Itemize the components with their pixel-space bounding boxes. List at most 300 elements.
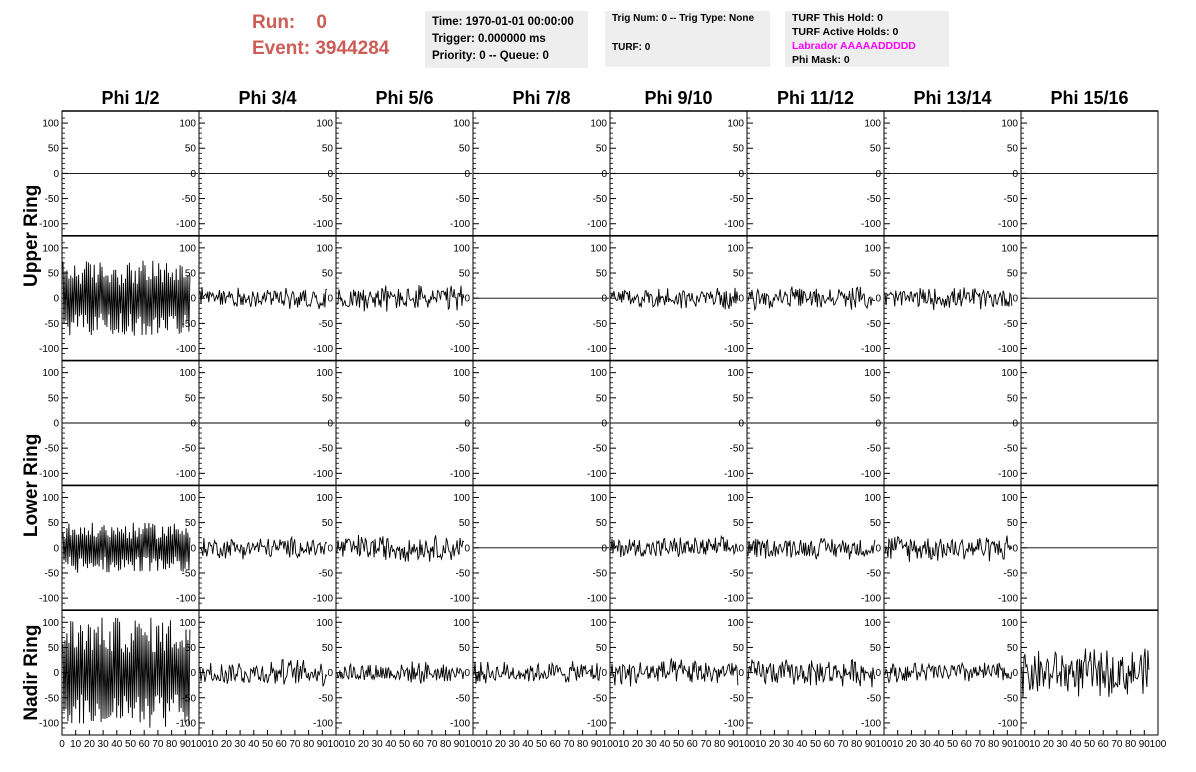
- y-tick-label: 100: [453, 368, 470, 380]
- y-tick-label: -100: [860, 344, 881, 356]
- x-tick-label: 50: [535, 739, 548, 750]
- y-tick-label: -50: [318, 318, 333, 330]
- x-tick-label: 70: [837, 739, 849, 750]
- waveform-trace: [337, 285, 464, 312]
- y-tick-label: -50: [181, 693, 196, 705]
- y-tick-label: -100: [723, 593, 744, 605]
- y-tick-label: 100: [590, 118, 607, 130]
- y-tick-label: 50: [595, 393, 607, 405]
- y-tick-label: 0: [53, 668, 59, 680]
- x-tick-label: 100: [1012, 739, 1030, 750]
- y-tick-label: 0: [327, 668, 333, 680]
- y-tick-label: 0: [464, 168, 470, 180]
- y-tick-label: 100: [1001, 617, 1018, 629]
- x-tick-label: 60: [686, 739, 698, 750]
- y-tick-label: 100: [590, 368, 607, 380]
- waveform-panel: [884, 236, 1021, 361]
- y-tick-label: 100: [316, 243, 333, 255]
- y-tick-label: -50: [455, 693, 470, 705]
- waveform-trace: [885, 536, 1012, 562]
- y-tick-label: 100: [453, 492, 470, 504]
- y-tick-label: 100: [179, 118, 196, 130]
- y-tick-label: -100: [38, 593, 59, 605]
- y-tick-label: -100: [860, 593, 881, 605]
- y-tick-label: -50: [866, 693, 881, 705]
- y-tick-label: 50: [1006, 518, 1018, 530]
- y-tick-label: -100: [312, 593, 333, 605]
- event-value: 3944284: [315, 38, 390, 59]
- y-tick-label: 50: [1006, 268, 1018, 280]
- waveform-trace: [748, 538, 875, 559]
- y-tick-label: 50: [184, 143, 196, 155]
- y-tick-label: -50: [866, 443, 881, 455]
- x-tick-label: 80: [577, 739, 589, 750]
- y-tick-label: 0: [1012, 418, 1018, 430]
- x-tick-label: 50: [1083, 739, 1096, 750]
- y-tick-label: -100: [449, 344, 470, 356]
- x-tick-label: 60: [275, 739, 287, 750]
- waveform-trace: [200, 287, 327, 309]
- y-tick-label: -50: [866, 194, 881, 206]
- x-tick-label: 90: [1001, 739, 1013, 750]
- y-tick-label: 0: [464, 668, 470, 680]
- x-tick-label: 90: [316, 739, 328, 750]
- x-tick-label: 70: [974, 739, 986, 750]
- y-tick-label: 50: [595, 518, 607, 530]
- x-tick-label: 40: [659, 739, 671, 750]
- y-tick-label: 100: [727, 617, 744, 629]
- y-tick-label: 100: [1001, 243, 1018, 255]
- run-label: Run:: [252, 12, 296, 33]
- y-tick-label: 50: [321, 143, 333, 155]
- y-tick-label: 0: [327, 543, 333, 555]
- x-tick-label: 20: [220, 739, 232, 750]
- x-tick-label: 100: [601, 739, 619, 750]
- y-tick-label: 50: [732, 393, 744, 405]
- y-tick-label: -100: [175, 593, 196, 605]
- y-tick-label: -50: [44, 318, 59, 330]
- column-header: Phi 13/14: [913, 88, 992, 108]
- y-tick-label: 0: [738, 543, 744, 555]
- y-tick-label: 50: [47, 268, 59, 280]
- y-tick-label: 50: [458, 393, 470, 405]
- y-tick-label: -100: [860, 468, 881, 480]
- x-tick-label: 0: [59, 739, 65, 750]
- y-tick-label: -50: [318, 693, 333, 705]
- x-tick-label: 40: [248, 739, 260, 750]
- y-tick-label: -100: [586, 219, 607, 231]
- y-tick-label: -50: [318, 568, 333, 580]
- event-label: Event:: [252, 38, 311, 59]
- priority-text: Priority: 0 -- Queue: 0: [432, 50, 549, 62]
- y-tick-label: 100: [179, 368, 196, 380]
- y-tick-label: 0: [601, 418, 607, 430]
- y-tick-label: -50: [592, 568, 607, 580]
- labrador-text: Labrador AAAAADDDDD: [792, 40, 916, 52]
- waveform-trace: [611, 658, 738, 686]
- y-tick-label: 100: [590, 492, 607, 504]
- y-tick-label: -50: [592, 318, 607, 330]
- y-tick-label: -100: [449, 718, 470, 730]
- x-tick-label: 90: [1138, 739, 1150, 750]
- y-tick-label: -50: [181, 568, 196, 580]
- y-tick-label: 0: [327, 293, 333, 305]
- x-tick-label: 30: [97, 739, 109, 750]
- y-tick-label: -50: [1003, 568, 1018, 580]
- y-tick-label: 100: [316, 368, 333, 380]
- waveform-trace: [63, 618, 190, 728]
- x-tick-label: 100: [327, 739, 345, 750]
- y-tick-label: 50: [47, 393, 59, 405]
- y-tick-label: 50: [47, 143, 59, 155]
- column-header: Phi 5/6: [375, 88, 434, 108]
- y-tick-label: 50: [595, 642, 607, 654]
- y-tick-label: -50: [729, 568, 744, 580]
- x-tick-label: 30: [645, 739, 657, 750]
- x-tick-label: 70: [563, 739, 575, 750]
- column-header: Phi 3/4: [238, 88, 297, 108]
- y-tick-label: 0: [464, 418, 470, 430]
- x-tick-label: 50: [809, 739, 822, 750]
- y-tick-label: 50: [458, 143, 470, 155]
- x-tick-label: 30: [508, 739, 520, 750]
- x-tick-label: 100: [1149, 739, 1167, 750]
- y-tick-label: 100: [42, 492, 59, 504]
- column-header: Phi 1/2: [101, 88, 160, 108]
- y-tick-label: 100: [453, 243, 470, 255]
- y-tick-label: -100: [723, 219, 744, 231]
- x-tick-label: 30: [371, 739, 383, 750]
- x-tick-label: 20: [905, 739, 917, 750]
- y-tick-label: 100: [727, 118, 744, 130]
- y-tick-label: -50: [44, 194, 59, 206]
- y-tick-label: 50: [732, 268, 744, 280]
- ring-label: Nadir Ring: [21, 624, 42, 721]
- y-tick-label: 0: [53, 168, 59, 180]
- x-tick-label: 90: [864, 739, 876, 750]
- y-tick-label: 0: [738, 168, 744, 180]
- x-tick-label: 40: [522, 739, 534, 750]
- waveform-trace: [200, 660, 327, 687]
- y-tick-label: -100: [997, 344, 1018, 356]
- y-tick-label: 0: [190, 168, 196, 180]
- x-tick-label: 30: [782, 739, 794, 750]
- y-tick-label: -100: [175, 219, 196, 231]
- y-tick-label: 0: [875, 168, 881, 180]
- y-tick-label: 100: [727, 368, 744, 380]
- y-tick-label: -100: [997, 219, 1018, 231]
- x-tick-label: 60: [823, 739, 835, 750]
- y-tick-label: -100: [38, 344, 59, 356]
- x-tick-label: 80: [988, 739, 1000, 750]
- y-tick-label: 100: [1001, 492, 1018, 504]
- y-tick-label: 0: [875, 668, 881, 680]
- y-tick-label: -100: [997, 593, 1018, 605]
- y-tick-label: -100: [723, 718, 744, 730]
- x-tick-label: 10: [892, 739, 904, 750]
- y-tick-label: -100: [449, 468, 470, 480]
- y-tick-label: 0: [601, 543, 607, 555]
- y-tick-label: 100: [864, 368, 881, 380]
- y-tick-label: -50: [1003, 318, 1018, 330]
- y-tick-label: -50: [592, 693, 607, 705]
- y-tick-label: -100: [586, 718, 607, 730]
- y-tick-label: 50: [458, 268, 470, 280]
- y-tick-label: -100: [175, 718, 196, 730]
- trig-num-text: Trig Num: 0 -- Trig Type: None: [612, 13, 755, 24]
- y-tick-label: -100: [312, 219, 333, 231]
- y-tick-label: 0: [327, 168, 333, 180]
- y-tick-label: -50: [44, 568, 59, 580]
- y-tick-label: 50: [321, 518, 333, 530]
- y-tick-label: 50: [184, 642, 196, 654]
- y-tick-label: -50: [181, 443, 196, 455]
- y-tick-label: 100: [453, 617, 470, 629]
- x-tick-label: 20: [1042, 739, 1054, 750]
- y-tick-label: 100: [316, 617, 333, 629]
- x-tick-label: 50: [398, 739, 411, 750]
- y-tick-label: 100: [864, 118, 881, 130]
- y-tick-label: -50: [866, 568, 881, 580]
- y-tick-label: 0: [53, 543, 59, 555]
- waveform-trace: [63, 523, 190, 573]
- y-tick-label: 100: [179, 617, 196, 629]
- y-tick-label: -50: [1003, 443, 1018, 455]
- y-tick-label: 100: [1001, 118, 1018, 130]
- x-tick-label: 60: [138, 739, 150, 750]
- y-tick-label: -50: [592, 443, 607, 455]
- y-tick-label: -100: [860, 718, 881, 730]
- y-tick-label: 50: [869, 143, 881, 155]
- x-tick-label: 10: [1029, 739, 1041, 750]
- y-tick-label: 0: [601, 293, 607, 305]
- waveform-trace: [200, 537, 327, 559]
- waveform-trace: [1022, 649, 1149, 698]
- column-header: Phi 11/12: [776, 88, 855, 108]
- turf-this-hold-text: TURF This Hold: 0: [792, 12, 883, 24]
- x-tick-label: 20: [357, 739, 369, 750]
- y-tick-label: 50: [184, 518, 196, 530]
- x-tick-label: 40: [796, 739, 808, 750]
- run-value: 0: [316, 12, 327, 33]
- y-tick-label: 50: [47, 518, 59, 530]
- y-tick-label: 100: [42, 243, 59, 255]
- y-tick-label: -100: [175, 344, 196, 356]
- x-tick-label: 40: [111, 739, 123, 750]
- y-tick-label: 50: [869, 393, 881, 405]
- y-tick-label: -50: [181, 194, 196, 206]
- waveform-trace: [337, 661, 464, 683]
- y-tick-label: 100: [42, 118, 59, 130]
- column-header: Phi 7/8: [512, 88, 571, 108]
- ring-label: Lower Ring: [21, 433, 42, 538]
- y-tick-label: 100: [590, 617, 607, 629]
- y-tick-label: 50: [732, 143, 744, 155]
- x-tick-label: 80: [303, 739, 315, 750]
- y-tick-label: 50: [458, 518, 470, 530]
- waveform-trace: [885, 287, 1012, 310]
- y-tick-label: -50: [455, 443, 470, 455]
- waveform-trace: [748, 287, 875, 310]
- y-tick-label: 50: [869, 642, 881, 654]
- y-tick-label: 0: [190, 418, 196, 430]
- y-tick-label: 0: [738, 668, 744, 680]
- y-tick-label: -50: [44, 693, 59, 705]
- column-header: Phi 15/16: [1050, 88, 1129, 108]
- y-tick-label: 50: [869, 268, 881, 280]
- x-tick-label: 100: [464, 739, 482, 750]
- x-tick-label: 100: [738, 739, 756, 750]
- y-tick-label: 50: [321, 642, 333, 654]
- waveform-trace: [474, 661, 601, 684]
- x-tick-label: 80: [851, 739, 863, 750]
- y-tick-label: 50: [321, 268, 333, 280]
- y-tick-label: -50: [729, 194, 744, 206]
- y-tick-label: -100: [997, 468, 1018, 480]
- y-tick-label: 50: [869, 518, 881, 530]
- x-tick-label: 60: [1097, 739, 1109, 750]
- x-tick-label: 10: [207, 739, 219, 750]
- y-tick-label: -50: [181, 318, 196, 330]
- y-tick-label: 100: [453, 118, 470, 130]
- trigger-text: Trigger: 0.000000 ms: [432, 33, 546, 45]
- x-tick-label: 50: [261, 739, 274, 750]
- x-tick-label: 10: [344, 739, 356, 750]
- y-tick-label: 0: [53, 418, 59, 430]
- y-tick-label: -100: [860, 219, 881, 231]
- y-tick-label: -100: [38, 219, 59, 231]
- x-tick-label: 50: [672, 739, 685, 750]
- y-tick-label: 100: [1001, 368, 1018, 380]
- y-tick-label: -100: [723, 344, 744, 356]
- y-tick-label: 0: [1012, 668, 1018, 680]
- x-tick-label: 80: [1125, 739, 1137, 750]
- y-tick-label: 100: [316, 118, 333, 130]
- y-tick-label: -100: [586, 593, 607, 605]
- x-tick-label: 70: [152, 739, 164, 750]
- y-tick-label: 50: [1006, 143, 1018, 155]
- y-tick-label: 100: [864, 617, 881, 629]
- waveform-panel: [336, 610, 473, 735]
- ring-label: Upper Ring: [21, 184, 42, 287]
- y-tick-label: -50: [455, 194, 470, 206]
- x-tick-label: 30: [1056, 739, 1068, 750]
- x-tick-label: 20: [631, 739, 643, 750]
- y-tick-label: -50: [592, 194, 607, 206]
- y-tick-label: 50: [1006, 642, 1018, 654]
- x-tick-label: 90: [590, 739, 602, 750]
- y-tick-label: 0: [53, 293, 59, 305]
- y-tick-label: -50: [455, 318, 470, 330]
- y-tick-label: 0: [1012, 168, 1018, 180]
- y-tick-label: 0: [601, 168, 607, 180]
- y-tick-label: 0: [738, 418, 744, 430]
- x-tick-label: 40: [1070, 739, 1082, 750]
- y-tick-label: 0: [875, 293, 881, 305]
- waveform-panel: [1021, 610, 1158, 735]
- waveform-trace: [611, 288, 738, 309]
- x-tick-label: 80: [714, 739, 726, 750]
- y-tick-label: 50: [184, 393, 196, 405]
- y-tick-label: -50: [455, 568, 470, 580]
- y-tick-label: 50: [321, 393, 333, 405]
- x-tick-label: 70: [700, 739, 712, 750]
- waveform-trace: [748, 660, 875, 688]
- waveform-trace: [611, 536, 738, 557]
- x-tick-label: 80: [166, 739, 178, 750]
- x-tick-label: 70: [289, 739, 301, 750]
- y-tick-label: 0: [875, 418, 881, 430]
- x-tick-label: 30: [919, 739, 931, 750]
- y-tick-label: 0: [464, 293, 470, 305]
- y-tick-label: -100: [997, 718, 1018, 730]
- y-tick-label: 0: [190, 293, 196, 305]
- y-tick-label: 50: [47, 642, 59, 654]
- y-tick-label: -100: [723, 468, 744, 480]
- time-text: Time: 1970-01-01 00:00:00: [432, 16, 574, 28]
- y-tick-label: 50: [458, 642, 470, 654]
- x-tick-label: 70: [1111, 739, 1123, 750]
- y-tick-label: -50: [318, 443, 333, 455]
- y-tick-label: 50: [1006, 393, 1018, 405]
- column-header: Phi 9/10: [644, 88, 713, 108]
- x-tick-label: 70: [426, 739, 438, 750]
- turf-active-holds-text: TURF Active Holds: 0: [792, 26, 899, 38]
- y-tick-label: -100: [175, 468, 196, 480]
- y-tick-label: -100: [38, 718, 59, 730]
- y-tick-label: -100: [38, 468, 59, 480]
- x-tick-label: 90: [453, 739, 465, 750]
- x-tick-label: 20: [494, 739, 506, 750]
- x-tick-label: 60: [412, 739, 424, 750]
- y-tick-label: 100: [316, 492, 333, 504]
- x-tick-label: 40: [385, 739, 397, 750]
- y-tick-label: -50: [1003, 194, 1018, 206]
- x-tick-label: 20: [83, 739, 95, 750]
- x-tick-label: 90: [179, 739, 191, 750]
- y-tick-label: -100: [449, 593, 470, 605]
- x-tick-label: 50: [124, 739, 137, 750]
- x-tick-label: 30: [234, 739, 246, 750]
- y-tick-label: 0: [190, 543, 196, 555]
- x-tick-label: 60: [549, 739, 561, 750]
- y-tick-label: 0: [327, 418, 333, 430]
- x-tick-label: 40: [933, 739, 945, 750]
- waveform-panel: [199, 236, 336, 361]
- y-tick-label: 50: [732, 518, 744, 530]
- x-tick-label: 60: [960, 739, 972, 750]
- y-tick-label: -100: [586, 344, 607, 356]
- y-tick-label: 0: [1012, 293, 1018, 305]
- waveform-trace: [337, 535, 464, 562]
- x-tick-label: 90: [727, 739, 739, 750]
- x-tick-label: 10: [70, 739, 82, 750]
- y-tick-label: -50: [44, 443, 59, 455]
- y-tick-label: 100: [179, 243, 196, 255]
- y-tick-label: -50: [1003, 693, 1018, 705]
- x-tick-label: 100: [875, 739, 893, 750]
- y-tick-label: 0: [464, 543, 470, 555]
- y-tick-label: -50: [866, 318, 881, 330]
- turf-text: TURF: 0: [612, 42, 651, 53]
- waveform-panel: [884, 610, 1021, 735]
- y-tick-label: 0: [875, 543, 881, 555]
- x-tick-label: 10: [618, 739, 630, 750]
- y-tick-label: -50: [318, 194, 333, 206]
- y-tick-label: 100: [590, 243, 607, 255]
- y-tick-label: 100: [179, 492, 196, 504]
- y-tick-label: -100: [312, 468, 333, 480]
